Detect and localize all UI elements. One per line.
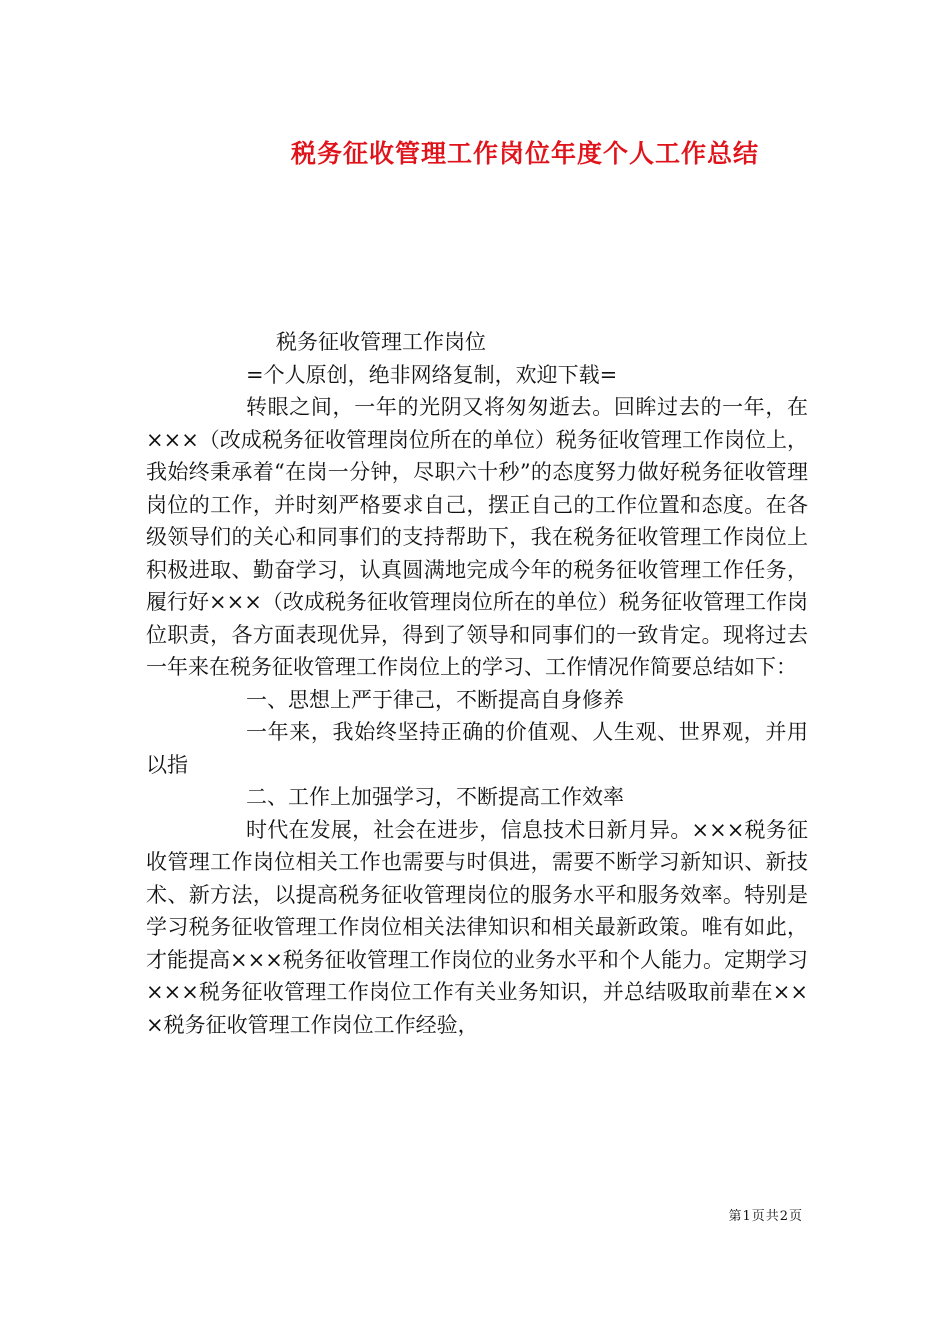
document-body <box>146 326 808 1041</box>
paragraph-intro: 转眼之间，一年的光阴又将匆匆逝去。回眸过去的一年，在×××（改成税务征收管理岗位所在的单位）税务征收管理工作岗位上，我始终秉承着“在岗一分钟，尽职六十秒”的态度努力做好税务征收管理岗位的工作，并时刻严格要求自己，摆正自己的工作位置和态度。在各级领导们的关心和同事们的支持帮助下，我在税务征收管理工作岗位上积极进取、勤奋学习，认真圆满地完成今年的税务征收管理工作任务，履行好×××（改成税务征收管理岗位所在的单位）税务征收管理工作岗位职责，各方面表现优异，得到了领导和同事们的一致肯定。现将过去一年来在税务征收管理工作岗位上的学习、工作情况作简要总结如下： <box>146 395 808 679</box>
paragraph-section-1: 一年来，我始终坚持正确的价值观、人生观、世界观，并用以指 <box>146 720 808 777</box>
document-title: 税务征收管理工作岗位年度个人工作总结 <box>290 139 759 168</box>
paragraph-original-note: =个人原创，绝非网络复制，欢迎下载= <box>246 362 618 387</box>
section-heading-2: 二、工作上加强学习，不断提高工作效率 <box>246 785 624 809</box>
page-number-footer: 第1页共2页 <box>728 1209 803 1224</box>
paragraph-section-2: 时代在发展，社会在进步，信息技术日新月异。×××税务征收管理工作岗位相关工作也需要与时俱进，需要不断学习新知识、新技术、新方法，以提高税务征收管理岗位的服务水平和服务效率。特别是学习税务征收管理工作岗位相关法律知识和相关最新政策。唯有如此，才能提高×××税务征收管理工作岗位的业务水平和个人能力。定期学习×××税务征收管理工作岗位工作有关业务知识，并总结吸取前辈在×××税务征收管理工作岗位工作经验， <box>146 817 808 1037</box>
section-heading-1: 一、思想上严于律己，不断提高自身修养 <box>246 687 624 712</box>
document-title-wrapper <box>0 134 950 170</box>
paragraph-subtitle: 税务征收管理工作岗位 <box>276 330 486 354</box>
